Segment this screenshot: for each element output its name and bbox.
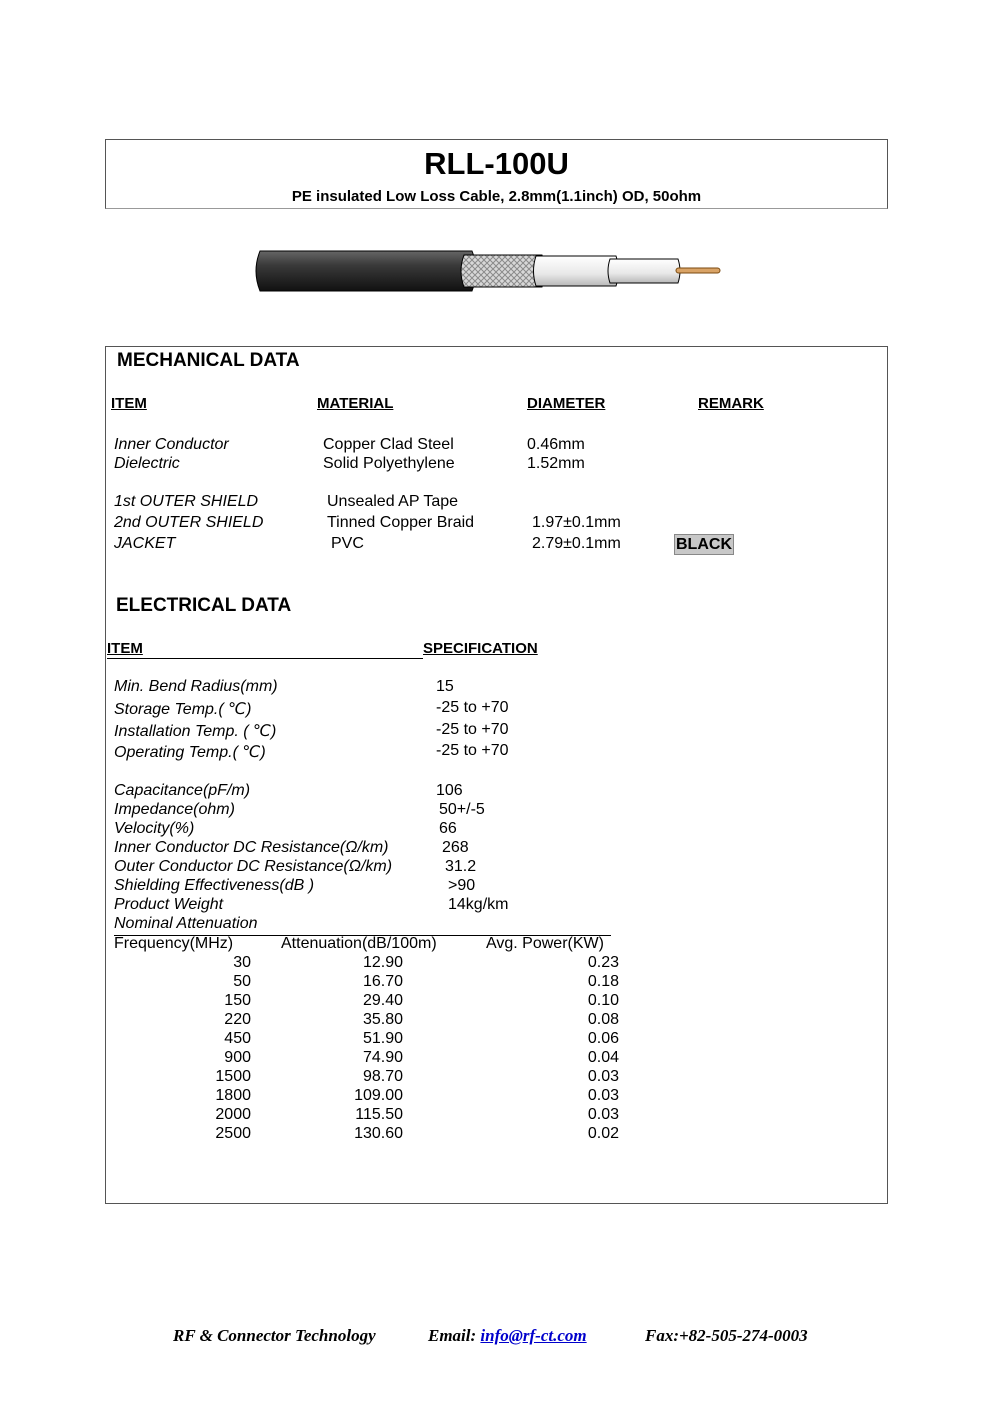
att-power: 0.03: [587, 1106, 619, 1123]
elec-item: Inner Conductor DC Resistance(Ω/km): [114, 839, 389, 856]
att-value: 12.90: [362, 954, 403, 971]
elec-header-rule: [107, 658, 423, 659]
mech-material: Tinned Copper Braid: [327, 514, 475, 531]
att-freq: 2500: [215, 1125, 251, 1142]
elec-col-spec: SPECIFICATION: [423, 640, 538, 657]
mech-diameter: 2.79±0.1mm: [532, 535, 621, 552]
mech-diameter: 1.97±0.1mm: [532, 514, 621, 531]
foil-layer: [534, 256, 619, 286]
elec-spec: 31.2: [445, 858, 477, 875]
att-power: 0.08: [587, 1011, 619, 1028]
att-value: 98.70: [362, 1068, 403, 1085]
footer-company: RF & Connector Technology: [173, 1326, 376, 1345]
att-value: 35.80: [362, 1011, 403, 1028]
att-col-attenuation: Attenuation(dB/100m): [281, 935, 437, 952]
att-freq: 450: [224, 1030, 251, 1047]
electrical-section-title: ELECTRICAL DATA: [116, 595, 292, 616]
jacket-layer: [256, 251, 476, 291]
elec-item: Product Weight: [114, 896, 224, 913]
elec-item: Velocity(%): [114, 820, 195, 837]
mech-diameter: 0.46mm: [527, 436, 585, 453]
mech-col-item: ITEM: [111, 395, 147, 412]
elec-item: Operating Temp.( ℃): [114, 744, 266, 761]
elec-item: Shielding Effectiveness(dB ): [114, 877, 315, 894]
mech-col-material: MATERIAL: [317, 395, 394, 412]
page-subtitle: PE insulated Low Loss Cable, 2.8mm(1.1inch) OD, 50ohm: [291, 188, 702, 205]
elec-spec: 106: [436, 782, 463, 799]
elec-spec: 15: [436, 678, 454, 695]
mech-material: PVC: [331, 535, 364, 552]
elec-spec: 66: [439, 820, 457, 837]
mech-material: Solid Polyethylene: [323, 455, 455, 472]
page-title: RLL-100U: [424, 146, 569, 181]
elec-spec: -25 to +70: [436, 699, 509, 716]
att-value: 74.90: [362, 1049, 403, 1066]
elec-spec: >90: [448, 877, 476, 894]
elec-item: Outer Conductor DC Resistance(Ω/km): [114, 858, 393, 875]
att-freq: 220: [224, 1011, 251, 1028]
mech-item: Dielectric: [114, 455, 180, 472]
elec-item: Installation Temp. ( ℃): [114, 723, 277, 740]
mech-col-remark: REMARK: [698, 395, 764, 412]
inner-conductor: [676, 268, 720, 273]
elec-spec: 268: [442, 839, 469, 856]
att-value: 29.40: [362, 992, 403, 1009]
header-box: [105, 139, 888, 209]
attenuation-title: Nominal Attenuation: [114, 915, 258, 932]
att-freq: 1500: [215, 1068, 251, 1085]
att-power: 0.10: [587, 992, 619, 1009]
att-col-power: Avg. Power(KW): [486, 935, 604, 952]
elec-spec: 14kg/km: [448, 896, 509, 913]
att-power: 0.03: [587, 1087, 619, 1104]
att-value: 51.90: [362, 1030, 403, 1047]
att-col-frequency: Frequency(MHz): [114, 935, 234, 952]
mech-item: 1st OUTER SHIELD: [114, 493, 259, 510]
att-power: 0.03: [587, 1068, 619, 1085]
att-power: 0.02: [587, 1125, 619, 1142]
att-freq: 2000: [215, 1106, 251, 1123]
mech-material: Unsealed AP Tape: [327, 493, 459, 510]
elec-spec: 50+/-5: [439, 801, 485, 818]
att-value: 115.50: [355, 1106, 403, 1123]
att-freq: 900: [224, 1049, 251, 1066]
braid-layer: [461, 255, 545, 287]
elec-item: Capacitance(pF/m): [114, 782, 251, 799]
data-box: [105, 346, 888, 1204]
attenuation-header: [114, 935, 611, 952]
att-power: 0.23: [587, 954, 619, 971]
att-freq: 1800: [215, 1087, 251, 1104]
cable-illustration: [250, 248, 725, 294]
footer-email-link[interactable]: info@rf-ct.com: [480, 1326, 587, 1345]
elec-item: Min. Bend Radius(mm): [114, 678, 278, 695]
elec-spec: -25 to +70: [436, 742, 509, 759]
att-freq: 50: [233, 973, 251, 990]
remark-badge: BLACK: [676, 536, 732, 553]
footer-email-label: Email:: [428, 1326, 477, 1345]
att-power: 0.06: [587, 1030, 619, 1047]
mech-material: Copper Clad Steel: [323, 436, 454, 453]
att-value: 130.60: [354, 1125, 403, 1142]
att-value: 109.00: [354, 1087, 403, 1104]
mech-item: 2nd OUTER SHIELD: [114, 514, 264, 531]
footer-fax: Fax:+82-505-274-0003: [645, 1326, 808, 1345]
mech-diameter: 1.52mm: [527, 455, 585, 472]
mech-item: JACKET: [114, 535, 176, 552]
att-freq: 150: [224, 992, 251, 1009]
dielectric-layer: [608, 259, 680, 283]
footer-email: [428, 1326, 587, 1346]
elec-item: Impedance(ohm): [114, 801, 235, 818]
att-power: 0.18: [587, 973, 619, 990]
elec-col-item: ITEM: [107, 640, 143, 657]
mech-col-diameter: DIAMETER: [527, 395, 606, 412]
mech-item: Inner Conductor: [114, 436, 229, 453]
att-power: 0.04: [587, 1049, 619, 1066]
elec-item: Storage Temp.( ℃): [114, 701, 252, 718]
att-freq: 30: [233, 954, 251, 971]
elec-spec: -25 to +70: [436, 721, 509, 738]
att-value: 16.70: [362, 973, 403, 990]
mechanical-section-title: MECHANICAL DATA: [117, 350, 300, 371]
